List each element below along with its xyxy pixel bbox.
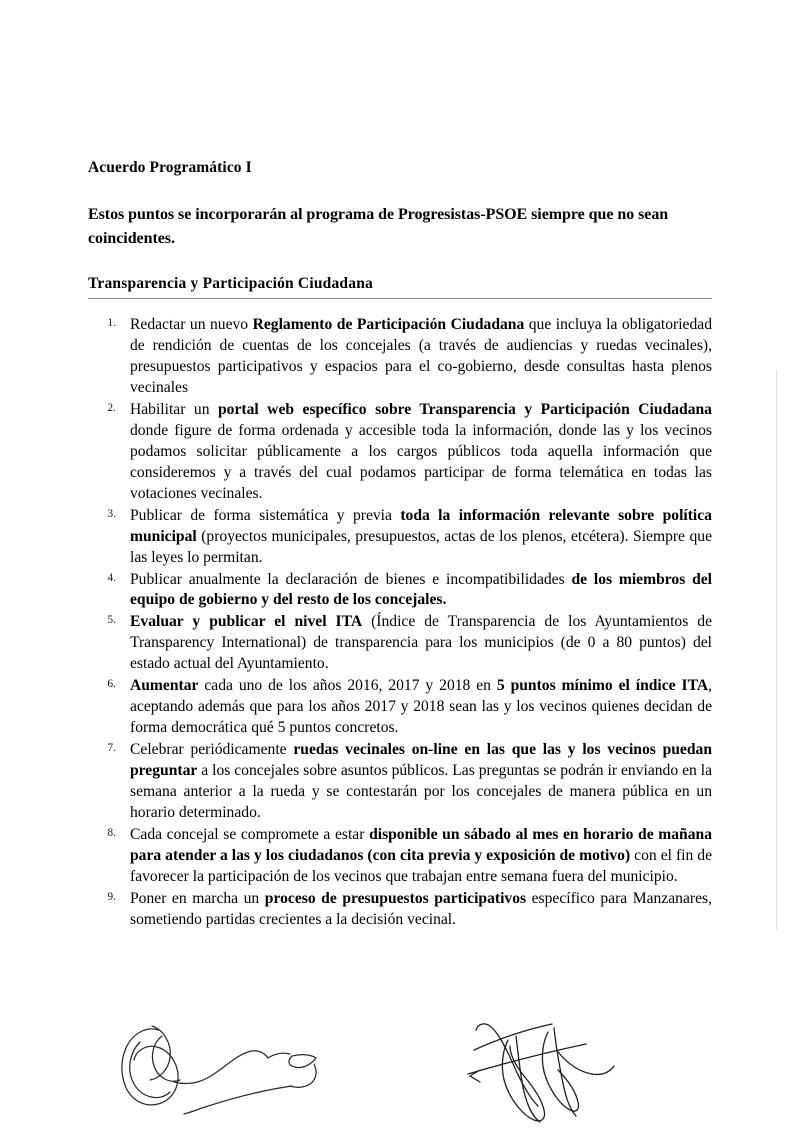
list-item-text (130, 890, 712, 928)
emphasis-text: Reglamento de Participación Ciudadana (252, 315, 525, 333)
body-text: Cada concejal se compromete a estar (130, 826, 370, 844)
body-text: Poner en marcha un (130, 890, 265, 908)
emphasis-text: toda la información relevante sobre política municipal (130, 506, 712, 545)
body-text: , aceptando además que para los años 2017 y 2018 sean las y los vecinos quienes decidan de forma democrática qué 5 puntos concretos. (130, 677, 712, 737)
list-item-number: 9. (107, 891, 116, 904)
signature-right (462, 1018, 642, 1134)
body-text: cada uno de los años 2016, 2017 y 2018 en (198, 677, 497, 695)
emphasis-text: disponible un sábado al mes en horario de mañana para atender a las y los ciudadanos (con cita previa y exposición de motivo) (130, 826, 712, 865)
list-item-text (130, 507, 712, 566)
list-item (88, 612, 712, 675)
list-item-number: 4. (107, 571, 116, 584)
signature-left (96, 1024, 336, 1134)
list-item (88, 889, 712, 931)
emphasis-text: proceso de presupuestos participativos (264, 890, 527, 908)
list-item (88, 570, 712, 612)
list-item-text (130, 571, 712, 609)
body-text: donde figure de forma ordenada y accesible toda la información, donde las y los vecinos podamos solicitar públicamente a los cargos públicos toda aquella información que consideremos y a través del cual podamos participar de forma telemática en todas las votaciones vecinales. (130, 421, 712, 502)
emphasis-text: portal web específico sobre Transparencia y Participación Ciudadana (217, 400, 712, 418)
document-content (88, 158, 712, 932)
body-text: (proyectos municipales, presupuestos, actas de los plenos, etcétera). Siempre que las leyes lo permitan. (130, 527, 712, 566)
body-text: con el fin de favorecer la participación de los vecinos que trabajan entre semana fuera del municipio. (130, 847, 712, 886)
body-text: Publicar de forma sistemática y previa (130, 506, 401, 524)
body-text: específico para Manzanares, sometiendo partidas crecientes a la decisión vecinal. (130, 890, 712, 929)
body-text: (Índice de Transparencia de los Ayuntamientos de Transparency International) de transparencia para los municipios (de 0 a 80 puntos) del estado actual del Ayuntamiento. (130, 613, 713, 673)
section-heading: Transparencia y Participación Ciudadana (88, 274, 373, 292)
emphasis-text: 5 puntos mínimo el índice ITA (496, 677, 709, 695)
list-item-number: 2. (107, 401, 116, 414)
body-text: a los concejales sobre asuntos públicos. Las preguntas se podrán ir enviando en la semana anterior a la rueda y se contestarán por los concejales de manera pública en un horario determinado. (130, 762, 712, 822)
points-list (88, 315, 712, 931)
list-item-number: 8. (107, 827, 116, 840)
list-item-number: 7. (107, 742, 116, 755)
emphasis-text: Aumentar (130, 677, 199, 695)
list-item-number: 3. (107, 507, 116, 520)
body-text: Celebrar periódicamente (130, 741, 294, 759)
list-item-number: 1. (107, 316, 116, 329)
list-item (88, 676, 712, 739)
lead-paragraph: Estos puntos se incorporarán al programa de Progresistas-PSOE siempre que no sean coincidentes. (88, 206, 669, 247)
list-item-text (130, 613, 712, 672)
body-text: Publicar anualmente la declaración de bienes e incompatibilidades (130, 570, 572, 588)
list-item-text (130, 741, 712, 821)
emphasis-text: Evaluar y publicar el nivel ITA (130, 613, 363, 631)
document-title: Acuerdo Programático I (88, 159, 252, 176)
body-text: Redactar un nuevo (130, 315, 253, 333)
list-item (88, 506, 712, 569)
list-item-number: 5. (107, 614, 116, 627)
emphasis-text: ruedas vecinales on-line en las que las y los vecinos puedan preguntar (130, 741, 712, 780)
list-item (88, 315, 712, 399)
section-divider (88, 298, 712, 299)
list-item (88, 740, 712, 824)
list-item-text (130, 401, 712, 502)
list-item-text (130, 826, 712, 885)
emphasis-text: de los miembros del equipo de gobierno y del resto de los concejales. (130, 570, 712, 609)
body-text: que incluya la obligatoriedad de rendición de cuentas de los concejales (a través de audiencias y ruedas vecinales), presupuestos participativos y espacios para el co-gobierno, desde consultas hasta plenos vecinales (130, 315, 712, 396)
list-item (88, 825, 712, 888)
signature-area (0, 1012, 811, 1146)
list-item-text (130, 677, 712, 736)
scan-artifact-line (776, 370, 777, 930)
list-item-text (130, 316, 712, 396)
list-item (88, 400, 712, 505)
list-item-number: 6. (107, 678, 116, 691)
body-text: Habilitar un (130, 400, 218, 418)
